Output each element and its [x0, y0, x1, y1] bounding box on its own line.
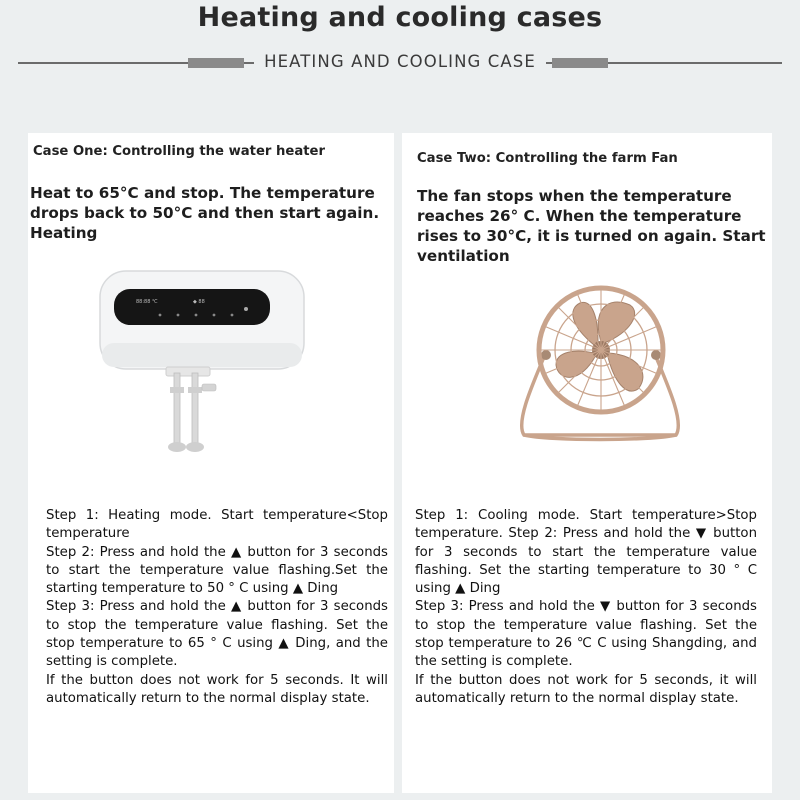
- case-two-step: Step 1: Cooling mode. Start temperature>Stop temperature. Step 2: Press and hold the ▼ button for 3 seconds to start the temperature value flashing. Set the starting temperature to 30 ° C using ▲ Ding: [415, 508, 757, 597]
- case-two-headline: The fan stops when the temperature reaches 26° C. When the temperature rises to 30°C, it is turned on again. Start ventilation: [417, 187, 766, 265]
- case-one-step: Step 3: Press and hold the ▲ button for 3 seconds to stop the temperature value flashing. Set the stop temperature to 65 ° C using ▲ Ding, and the setting is complete.: [46, 599, 388, 670]
- fan-stand: [522, 350, 679, 440]
- water-heater-display: [114, 289, 270, 325]
- header-rule-mark-right: [552, 58, 608, 68]
- case-two-step: If the button does not work for 5 seconds, it will automatically return to the normal display state.: [415, 672, 757, 706]
- case-two-step: Step 3: Press and hold the ▼ button for 3 seconds to stop the temperature value flashing. Set the stop temperature to 26 ℃ C using Shangding, and the setting is complete.: [415, 599, 757, 670]
- case-one-card: [28, 133, 394, 793]
- water-heater-image: [90, 263, 322, 463]
- water-heater-pipes: [166, 367, 216, 452]
- page-title: Heating and cooling cases: [197, 2, 603, 33]
- svg-text:88:88 ℃: 88:88 ℃: [136, 299, 158, 305]
- header-rule-mark-left: [188, 58, 244, 68]
- case-one-step: If the button does not work for 5 seconds. It will automatically return to the normal display state.: [46, 672, 388, 706]
- desk-fan-image: [510, 265, 690, 445]
- case-one-step: Step 1: Heating mode. Start temperature<Stop temperature: [46, 508, 388, 542]
- fan-guard: [539, 288, 663, 412]
- case-one-step: Step 2: Press and hold the ▲ button for 3 seconds to start the temperature value flashing.Set the starting temperature to 50 ° C using ▲ Ding: [46, 544, 388, 597]
- case-two-card: [402, 133, 772, 793]
- case-two-label: Case Two: Controlling the farm Fan: [417, 151, 678, 166]
- case-one-headline: Heat to 65°C and stop. The temperature drops back to 50°C and then start again. Heating: [30, 184, 380, 242]
- svg-text:◆ 88: ◆ 88: [193, 299, 205, 305]
- case-two-steps: [415, 507, 757, 708]
- page-subtitle: HEATING AND COOLING CASE: [264, 52, 536, 71]
- case-one-steps: [46, 507, 388, 708]
- case-one-label: Case One: Controlling the water heater: [33, 144, 325, 159]
